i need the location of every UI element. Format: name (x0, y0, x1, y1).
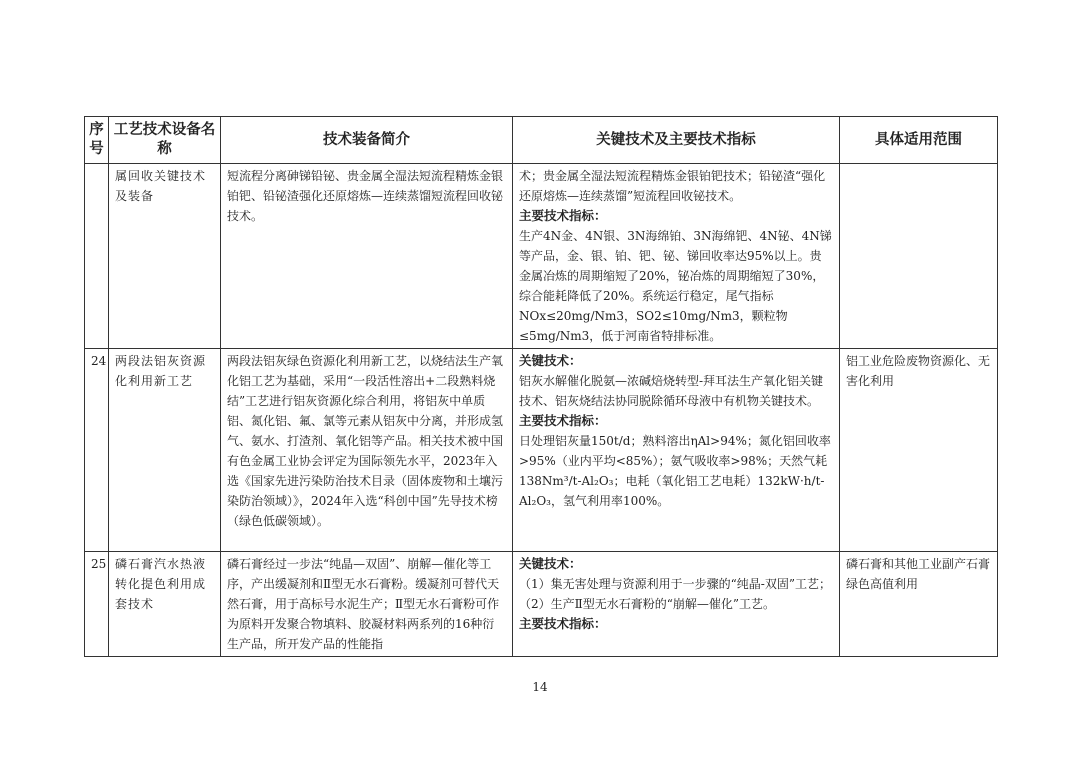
row-name: 磷石膏汽水热液转化提色利用成套技术 (109, 552, 221, 657)
key-metrics-text: 生产4N金、4N银、3N海绵铂、3N海绵钯、4N铋、4N锑等产品，金、银、铂、钯、铋、锑回收率达95%以上。贵金属冶炼的周期缩短了20%，铋冶炼的周期缩短了30%，综合能耗降低了20%。系统运行稳定，尾气指标NOx≤20mg/Nm3，SO2≤10mg/Nm3，颗粒物≤5mg/Nm3，低于河南省特排标准。 (519, 229, 832, 343)
row-key (513, 552, 840, 657)
header-name: 工艺技术设备名称 (109, 117, 221, 164)
row-seq (85, 164, 109, 349)
key-tech-text: （1）集无害处理与资源利用于一步骤的“纯晶-双固”工艺；（2）生产Ⅱ型无水石膏粉的“崩解—催化”工艺。 (519, 577, 831, 611)
row-scope: 磷石膏和其他工业副产石膏绿色高值利用 (840, 552, 998, 657)
key-pretext: 术；贵金属全湿法短流程精炼金银铂钯技术；铅铋渣“强化还原熔炼—连续蒸馏”短流程回收铋技术。 (519, 169, 826, 203)
table-header-row (85, 117, 998, 164)
table-row (85, 552, 998, 657)
key-metrics-label: 主要技术指标： (519, 413, 607, 428)
key-metrics-label: 主要技术指标： (519, 616, 607, 631)
row-scope (840, 164, 998, 349)
key-tech-label: 关键技术： (519, 556, 582, 571)
header-intro: 技术装备简介 (221, 117, 513, 164)
key-tech-label: 关键技术： (519, 353, 582, 368)
table-row (85, 164, 998, 349)
row-seq: 25 (85, 552, 109, 657)
key-metrics-text: 日处理铝灰量150t/d；熟料溶出ηAl>94%；氮化铝回收率>95%（业内平均<85%）；氨气吸收率>98%；天然气耗138Nm³/t-Al₂O₃；电耗（氧化铝工艺电耗）132kW·h/t-Al₂O₃，氢气利用率100%。 (519, 434, 831, 508)
row-scope: 铝工业危险废物资源化、无害化利用 (840, 349, 998, 552)
page-number: 14 (532, 680, 548, 694)
header-seq: 序号 (85, 117, 109, 164)
table-row (85, 349, 998, 552)
row-intro: 短流程分离砷锑铅铋、贵金属全湿法短流程精炼金银铂钯、铅铋渣强化还原熔炼—连续蒸馏短流程回收铋技术。 (221, 164, 513, 349)
row-key (513, 349, 840, 552)
row-name: 属回收关键技术及装备 (109, 164, 221, 349)
row-intro: 两段法铝灰绿色资源化利用新工艺，以烧结法生产氧化铝工艺为基础，采用“一段活性溶出+二段熟料烧结”工艺进行铝灰资源化综合利用，将铝灰中单质铝、氮化铝、氟、氯等元素从铝灰中分离，并形成氢气、氨水、打渣剂、氧化铝等产品。相关技术被中国有色金属工业协会评定为国际领先水平，2023年入选《国家先进污染防治技术目录（固体废物和土壤污染防治领域）》，2024年入选“科创中国”先导技术榜（绿色低碳领域）。 (221, 349, 513, 552)
header-scope: 具体适用范围 (840, 117, 998, 164)
technology-table (84, 116, 998, 657)
row-key (513, 164, 840, 349)
header-key: 关键技术及主要技术指标 (513, 117, 840, 164)
row-intro: 磷石膏经过一步法“纯晶—双固”、崩解—催化等工序，产出缓凝剂和Ⅱ型无水石膏粉。缓凝剂可替代天然石膏，用于高标号水泥生产；Ⅱ型无水石膏粉可作为原料开发聚合物填料、胶凝材料两系列的16种衍生产品，所开发产品的性能指 (221, 552, 513, 657)
key-tech-text: 铝灰水解催化脱氨—浓碱焙烧转型-拜耳法生产氧化铝关键技术、铝灰烧结法协同脱除循环母液中有机物关键技术。 (519, 374, 824, 408)
key-metrics-label: 主要技术指标： (519, 208, 607, 223)
row-seq: 24 (85, 349, 109, 552)
row-name: 两段法铝灰资源化利用新工艺 (109, 349, 221, 552)
